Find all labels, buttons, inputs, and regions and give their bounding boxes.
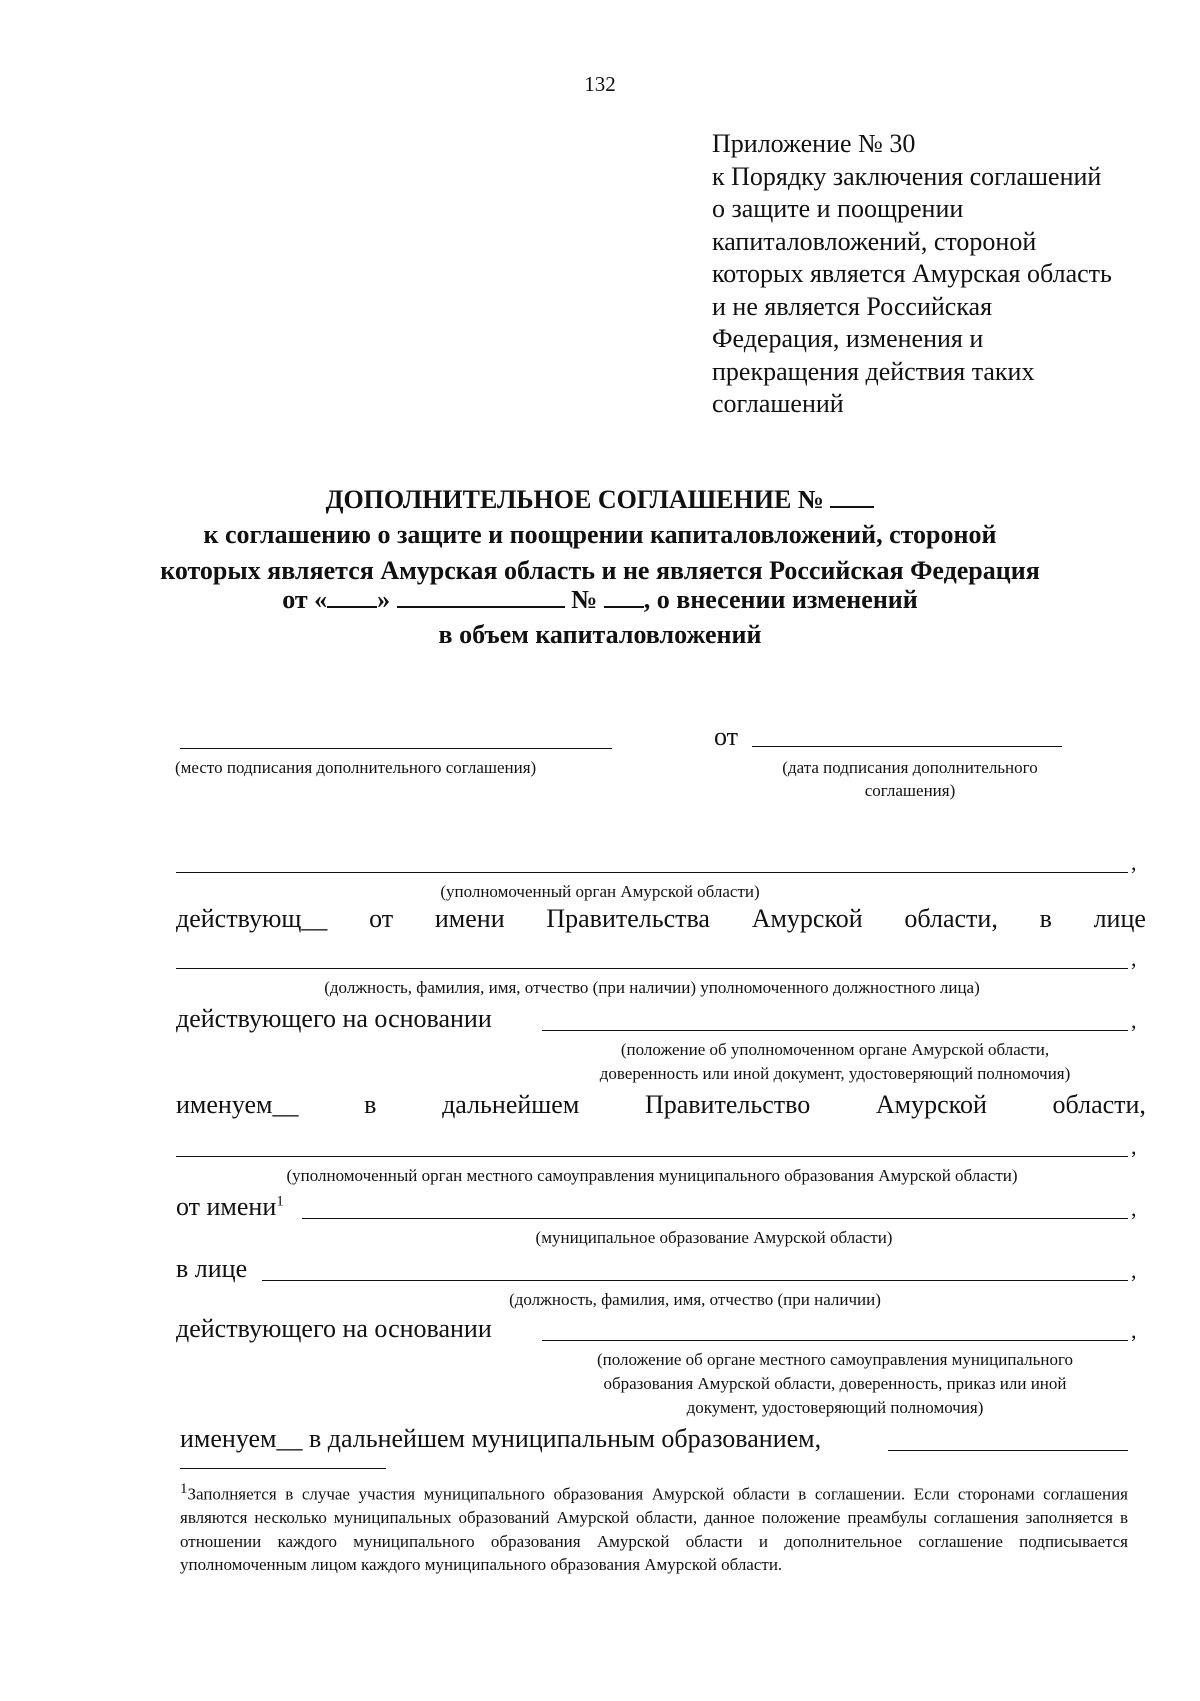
- basis2-caption-1: (положение об органе местного самоуправления муниципального: [596, 1350, 1074, 1369]
- word: Правительства: [546, 904, 710, 933]
- footnote: [180, 1478, 1128, 1577]
- word: от: [369, 904, 394, 933]
- appendix-line: о защите и поощрении: [712, 194, 964, 223]
- word: Правительство: [644, 1090, 811, 1119]
- footnote-separator: [180, 1468, 386, 1469]
- municipal-formation-line[interactable]: [888, 1450, 1128, 1451]
- person-label: в лице: [176, 1254, 248, 1283]
- base-agreement-number-blank[interactable]: [604, 584, 644, 608]
- footnote-text: Заполняется в случае участия муниципального образования Амурской области в соглашении. Если сторонами соглашения являются несколько муниципальных образований Амурской области, данное положение преамбулы соглашения заполняется в отношении каждого муниципального образования Амурской области и дополнительное соглашение подписывается уполномоченным лицом каждого муниципального образования Амурской области.: [180, 1484, 1128, 1575]
- number-sign: №: [571, 585, 598, 614]
- person-line[interactable]: [262, 1280, 1128, 1281]
- place-line[interactable]: [180, 748, 612, 749]
- local-body-line[interactable]: [176, 1156, 1128, 1157]
- authorized-body-line[interactable]: [176, 872, 1128, 873]
- footnote-mark: 1: [180, 1481, 188, 1497]
- word: в: [1039, 904, 1052, 933]
- word: действующ__: [176, 904, 328, 933]
- quote-close: »: [377, 585, 391, 614]
- date-line[interactable]: [752, 746, 1062, 747]
- comma: ,: [1131, 1258, 1137, 1283]
- official-line[interactable]: [176, 968, 1128, 969]
- title-text: ДОПОЛНИТЕЛЬНОЕ СОГЛАШЕНИЕ №: [325, 485, 824, 514]
- hereinafter-government-line: [176, 1090, 1146, 1120]
- acting-basis-line-2[interactable]: [542, 1340, 1128, 1341]
- place-caption: (место подписания дополнительного соглашения): [175, 758, 537, 777]
- appendix-line: Приложение № 30: [712, 129, 916, 158]
- appendix-line: к Порядку заключения соглашений: [712, 161, 1102, 191]
- page-number: 132: [584, 72, 616, 96]
- word: лице: [1093, 904, 1146, 933]
- word: дальнейшем: [442, 1090, 580, 1119]
- word: в: [364, 1090, 377, 1119]
- agreement-number-blank[interactable]: [830, 484, 874, 508]
- municipal-formation-text: именуем__ в дальнейшем муниципальным образованием,: [180, 1424, 822, 1453]
- day-blank[interactable]: [327, 584, 377, 608]
- date-caption-1: (дата подписания дополнительного: [782, 758, 1038, 777]
- comma: ,: [1131, 1318, 1137, 1343]
- acting-basis-label: действующего на основании: [176, 1004, 492, 1033]
- municipality-line[interactable]: [302, 1218, 1128, 1219]
- basis2-caption-2: образования Амурской области, доверенность, приказ или иной: [603, 1374, 1067, 1393]
- appendix-line: Федерация, изменения и: [712, 324, 984, 353]
- title-line-4: [0, 584, 1200, 615]
- title-line-3: которых является Амурская область и не является Российская Федерация: [160, 556, 1040, 585]
- word: Амурской: [751, 904, 863, 933]
- basis-caption-1: (положение об уполномоченном органе Амурской области,: [620, 1040, 1050, 1059]
- comma: ,: [1131, 1134, 1137, 1159]
- word: области,: [904, 904, 998, 933]
- month-year-blank[interactable]: [397, 584, 565, 608]
- on-behalf-text: от имени: [176, 1192, 277, 1221]
- official-caption: (должность, фамилия, имя, отчество (при наличии) уполномоченного должностного лица): [324, 978, 980, 997]
- comma: ,: [1131, 1196, 1137, 1221]
- title-line-4-rest: , о внесении изменений: [643, 585, 918, 614]
- appendix-heading: [712, 128, 1112, 421]
- document-title: [0, 484, 1200, 515]
- word: Амурской: [875, 1090, 987, 1119]
- appendix-line: прекращения действия таких: [712, 356, 1035, 386]
- word: именуем__: [176, 1090, 299, 1119]
- word: области,: [1052, 1090, 1146, 1119]
- acting-basis-label-2: действующего на основании: [176, 1314, 492, 1343]
- title-line-2: к соглашению о защите и поощрении капиталовложений, стороной: [203, 520, 997, 549]
- footnote-reference[interactable]: 1: [276, 1193, 284, 1210]
- title-line-5: в объем капиталовложений: [438, 620, 762, 649]
- basis2-caption-3: документ, удостоверяющий полномочия): [686, 1398, 984, 1417]
- word: имени: [434, 904, 505, 933]
- basis-caption-2: доверенность или иной документ, удостоверяющий полномочия): [599, 1064, 1071, 1083]
- comma: ,: [1131, 1008, 1137, 1033]
- date-caption-2: соглашения): [864, 781, 956, 800]
- person-caption: (должность, фамилия, имя, отчество (при наличии): [509, 1290, 881, 1309]
- appendix-line: соглашений: [712, 389, 844, 418]
- date-from-label: от: [714, 722, 739, 751]
- local-body-caption: (уполномоченный орган местного самоуправления муниципального образования Амурской области): [286, 1166, 1018, 1185]
- acting-on-behalf-line: [176, 904, 1146, 934]
- authorized-body-caption: (уполномоченный орган Амурской области): [440, 882, 760, 901]
- appendix-line: которых является Амурская область: [712, 259, 1112, 288]
- municipality-caption: (муниципальное образование Амурской области): [535, 1228, 893, 1247]
- from-label: от «: [282, 585, 328, 614]
- comma: ,: [1131, 946, 1137, 971]
- acting-basis-line[interactable]: [542, 1030, 1128, 1031]
- on-behalf-label: [176, 1192, 284, 1222]
- appendix-line: и не является Российская: [712, 291, 993, 321]
- comma: ,: [1131, 850, 1137, 875]
- appendix-line: капиталовложений, стороной: [712, 226, 1037, 256]
